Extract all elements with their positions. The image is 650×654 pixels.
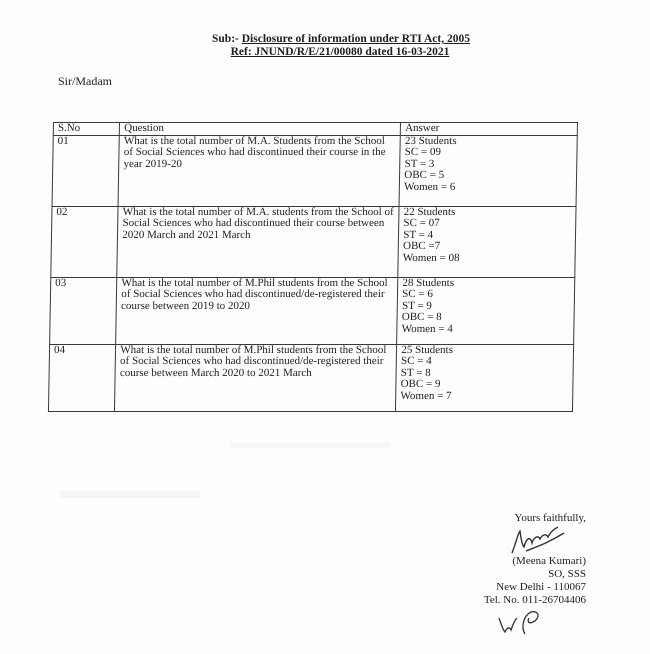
column-header-question: Question <box>120 123 401 136</box>
answer-total: 25 Students <box>401 343 454 356</box>
cell-question: What is the total number of M.A. students from the School of Social Sciences who had discontinued their course between 2020 March and 2021 March <box>117 206 399 277</box>
cell-question: What is the total number of M.Phil students from the School of Social Sciences who had discontinued/de-registered their course between March 2020 to 2021 March <box>115 344 397 411</box>
signatory-block <box>484 555 586 607</box>
answer-total: 28 Students <box>402 276 455 289</box>
answer-st: ST = 4 <box>403 228 434 241</box>
answer-women: Women = 08 <box>402 251 460 264</box>
signatory-phone: Tel. No. 011-26704406 <box>483 594 586 606</box>
answer-sc: SC = 09 <box>404 146 441 158</box>
cell-answer <box>397 277 575 344</box>
answer-st: ST = 9 <box>401 299 432 312</box>
answer-st: ST = 8 <box>400 366 431 379</box>
cell-sno: 01 <box>52 135 120 206</box>
cell-answer <box>399 135 577 206</box>
answer-women: Women = 4 <box>401 322 453 335</box>
answer-obc: OBC = 9 <box>400 378 441 390</box>
rti-disclosure-table <box>48 122 578 412</box>
column-header-answer: Answer <box>401 123 578 136</box>
cell-answer <box>398 206 576 277</box>
answer-obc: OBC = 5 <box>404 169 445 181</box>
table-row <box>51 206 576 277</box>
bleed-through-mark <box>60 490 200 498</box>
table-row <box>48 344 573 411</box>
answer-total: 23 Students <box>404 134 457 147</box>
salutation: Sir/Madam <box>58 74 112 88</box>
subject-block <box>0 33 650 59</box>
handwritten-initials-icon <box>495 608 545 636</box>
column-header-sno: S.No <box>53 123 119 136</box>
table-header-row <box>53 123 577 136</box>
answer-st: ST = 3 <box>404 157 435 170</box>
closing-text: Yours faithfully, <box>514 512 586 524</box>
cell-question: What is the total number of M.Phil students from the School of Social Sciences who had discontinued/de-registered their course between 2019 to 2020 <box>116 277 398 344</box>
signatory-address: New Delhi - 110067 <box>496 581 586 593</box>
answer-total: 22 Students <box>403 205 456 218</box>
table-row <box>52 135 577 206</box>
answer-obc: OBC = 8 <box>401 311 442 323</box>
signatory-designation: SO, SSS <box>548 568 586 580</box>
signatory-name: (Meena Kumari) <box>512 555 586 567</box>
reference-line <box>0 46 650 59</box>
bleed-through-mark <box>230 442 390 448</box>
answer-obc: OBC =7 <box>402 240 441 252</box>
table-row <box>50 277 575 344</box>
answer-sc: SC = 07 <box>403 217 440 229</box>
answer-women: Women = 6 <box>404 180 456 193</box>
reference-text: Ref: JNUND/R/E/21/00080 dated 16-03-2021 <box>230 46 450 58</box>
cell-sno: 04 <box>48 344 115 411</box>
cell-sno: 03 <box>50 277 117 344</box>
answer-women: Women = 7 <box>400 389 452 402</box>
answer-sc: SC = 6 <box>402 288 434 300</box>
cell-answer <box>396 344 574 411</box>
subject-prefix: Sub:- <box>212 33 239 45</box>
handwritten-signature-icon <box>508 525 568 555</box>
cell-question: What is the total number of M.A. Students from the School of Social Sciences who had discontinued their course in the year 2019-20 <box>118 135 400 206</box>
subject-line <box>0 33 650 46</box>
answer-sc: SC = 4 <box>400 355 432 367</box>
cell-sno: 02 <box>51 206 119 277</box>
subject-text: Disclosure of information under RTI Act, 2005 <box>241 33 470 45</box>
